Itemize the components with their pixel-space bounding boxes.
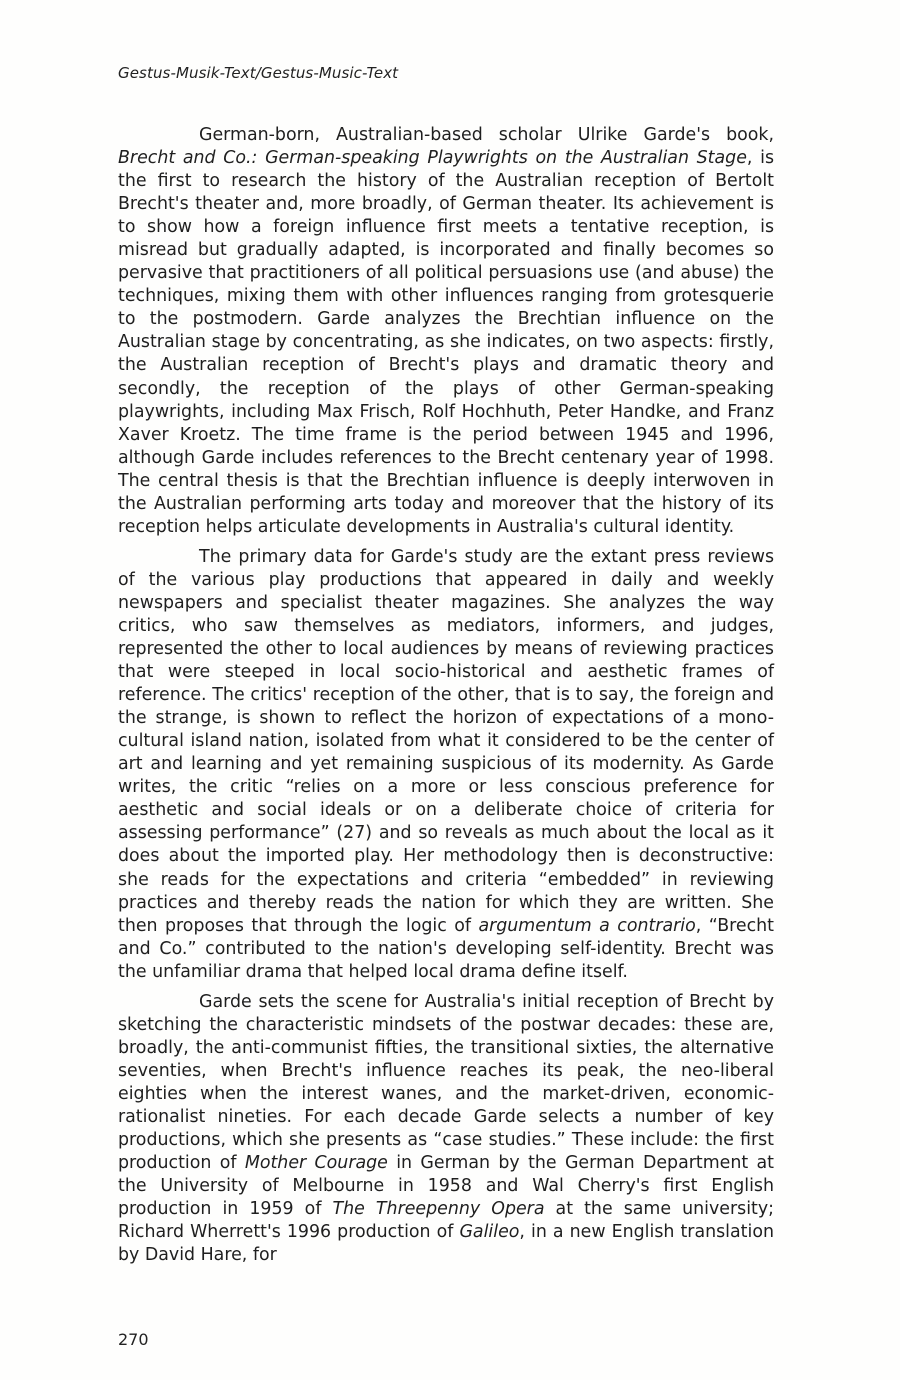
italic-title: The Threepenny Opera xyxy=(332,1199,545,1220)
paragraph-1 xyxy=(118,124,774,539)
text-run: The primary data for Garde's study are the extant press reviews of the various play productions that appeared in daily and weekly newspapers and specialist theater magazines. She analyzes the way critics, who saw themselves as mediators, informers, and judges, represented the other to local audiences by means of reviewing practices that were steeped in local socio-historical and aesthetic frames of reference. The critics' reception of the other, that is to say, the foreign and the strange, is shown to reflect the horizon of expectations of a mono-cultural island nation, isolated from what it considered to be the center of art and learning and yet remaining suspicious of its modernity. As Garde writes, the critic “relies on a more or less conscious preference for aesthetic and social ideals or on a deliberate choice of criteria for assessing performance” (27) and so reveals as much about the local as it does about the imported play. Her methodology then is deconstructive: she reads for the expectations and criteria “embedded” in reviewing practices and thereby reads the nation for which they are written. She then proposes that through the logic of xyxy=(118,546,774,936)
running-head: Gestus-Musik-Text/Gestus-Music-Text xyxy=(118,64,399,82)
page-number: 270 xyxy=(118,1330,149,1349)
italic-title: argumentum a contrario xyxy=(478,915,696,936)
italic-title: Mother Courage xyxy=(244,1153,388,1174)
text-run: Garde sets the scene for Australia's initial reception of Brecht by sketching the characteristic mindsets of the postwar decades: these are, broadly, the anti-communist fifties, the transitional sixties, the alternative seventies, when Brecht's influence reaches its peak, the neo-liberal eighties when the interest wanes, and the market-driven, economic-rationalist nineties. For each decade Garde selects a number of key productions, which she presents as “case studies.” These include: the first production of xyxy=(118,991,774,1174)
body-text xyxy=(118,124,774,1267)
text-run: , is the first to research the history of the Australian reception of Bertolt Brecht's theater and, more broadly, of German theater. Its achievement is to show how a foreign influence first meets a tentative reception, is misread but gradually adapted, is incorporated and finally becomes so pervasive that practitioners of all political persuasions use (and abuse) the techniques, mixing them with other influences ranging from grotesquerie to the postmodern. Garde analyzes the Brechtian influence on the Australian stage by concentrating, as she indicates, on two aspects: firstly, the Australian reception of Brecht's plays and dramatic theory and secondly, the reception of the plays of other German-speaking playwrights, including Max Frisch, Rolf Hochhuth, Peter Handke, and Franz Xaver Kroetz. The time frame is the period between 1945 and 1996, although Garde includes references to the Brecht centenary year of 1998. The central thesis is that the Brechtian influence is deeply interwoven in the Australian performing arts today and moreover that the history of its reception helps articulate developments in Australia's cultural identity. xyxy=(118,148,774,537)
text-run: in German by the German Department at the University of Melbourne in 1958 and Wal Cherry's first English production in 1959 of xyxy=(118,1153,774,1220)
text-run: German-born, Australian-based scholar Ulrike Garde's book, xyxy=(199,125,774,145)
text-run: , in a new English translation by David Hare, for xyxy=(118,1222,774,1266)
text-run: at the same university; Richard Wherrett's 1996 production of xyxy=(118,1199,775,1243)
text-run: , “Brecht and Co.” contributed to the nation's developing self-identity. Brecht was the unfamiliar drama that helped local drama define itself. xyxy=(118,915,775,982)
italic-title: Brecht and Co.: German-speaking Playwrights on the Australian Stage xyxy=(118,148,747,169)
paragraph-3 xyxy=(118,991,774,1268)
italic-title: Galileo xyxy=(459,1222,520,1243)
paragraph-2 xyxy=(118,546,774,984)
